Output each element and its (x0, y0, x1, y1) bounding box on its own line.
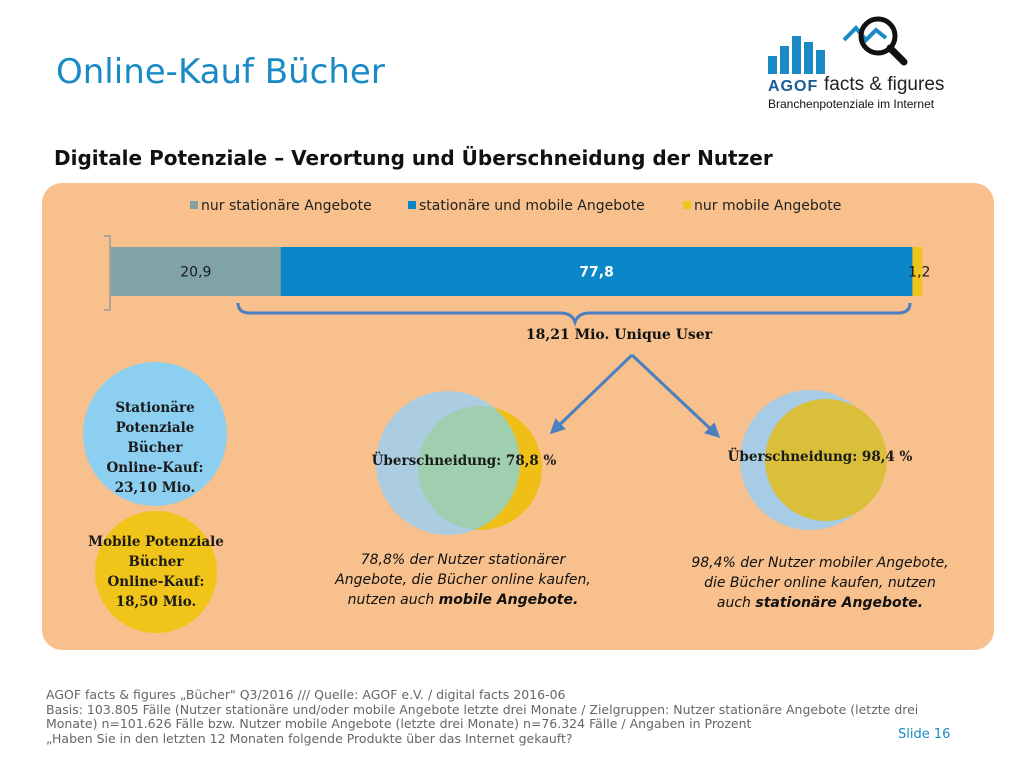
slide-number: Slide 16 (898, 727, 951, 742)
page-title: Online-Kauf Bücher (56, 52, 385, 92)
overlap-caption-left-bold: mobile Angebote. (438, 592, 579, 608)
logo-name: facts & figures (824, 74, 945, 95)
logo-brand: AGOF (768, 78, 819, 95)
overlap-caption-right (690, 553, 950, 613)
stacked-bar (111, 247, 930, 296)
legend-swatch-stationary (190, 201, 198, 209)
unique-user-bracket (238, 303, 910, 322)
overlap-caption-right-bold: stationäre Angebote. (755, 595, 924, 611)
legend-swatch-both (408, 201, 416, 209)
mobile-potential-line-3: Online-Kauf: (107, 574, 205, 590)
overlap-caption-left-text: 78,8% der Nutzer stationärer Angebote, die Bücher online kaufen, nutzen auch (335, 552, 591, 608)
overlap-label-left: Überschneidung: 78,8 % (371, 453, 557, 469)
mobile-potential-label (76, 532, 236, 612)
bar-value-label-3: 1,2 (908, 264, 931, 281)
stationary-potential-line-4: 23,10 Mio. (114, 480, 196, 496)
overlap-caption-right-text: 98,4% der Nutzer mobiler Angebote, die Bücher online kaufen, nutzen auch (691, 555, 949, 611)
bar-value-label-1: 20,9 (180, 264, 212, 281)
arrow-left (552, 355, 632, 432)
arrow-right (632, 355, 718, 436)
footer-line-1: AGOF facts & figures „Bücher" Q3/2016 /// Quelle: AGOF e.V. / digital facts 2016-06 (46, 687, 566, 702)
overlap-label-right: Überschneidung: 98,4 % (727, 449, 913, 465)
logo-tagline: Branchenpotenziale im Internet (768, 97, 935, 111)
legend-label-stationary: nur stationäre Angebote (201, 198, 372, 214)
stationary-potential-label (75, 398, 235, 498)
stationary-potential-line-3: Online-Kauf: (106, 460, 204, 476)
legend-label-mobile: nur mobile Angebote (694, 198, 842, 214)
legend-swatch-mobile (683, 201, 691, 209)
stationary-potential-line-1: Stationäre Potenziale (115, 400, 195, 436)
chart-axis (104, 236, 110, 310)
legend-label-both: stationäre und mobile Angebote (419, 198, 645, 214)
mobile-potential-line-2: Bücher (128, 554, 184, 570)
overlap-caption-left (330, 550, 596, 610)
mobile-potential-line-4: 18,50 Mio. (115, 594, 197, 610)
bar-value-label-2: 77,8 (579, 264, 614, 281)
mobile-potential-line-1: Mobile Potenziale (88, 534, 224, 550)
chart-subtitle: Digitale Potenziale – Verortung und Überschneidung der Nutzer (54, 146, 773, 170)
footer-line-2: Basis: 103.805 Fälle (Nutzer stationäre und/oder mobile Angebote letzte drei Monate / Zielgruppen: Nutzer stationäre Angebote (letzte drei Monate) n=101.626 Fälle bzw. Nutzer mobile Angebote (letzte drei Monate) n=76.324 Fälle / Angaben in Prozent (46, 701, 919, 731)
chart-legend (190, 198, 841, 214)
unique-user-label: 18,21 Mio. Unique User (525, 327, 713, 343)
stationary-potential-line-2: Bücher (127, 440, 183, 456)
footer-source (46, 688, 966, 746)
footer-line-3: „Haben Sie in den letzten 12 Monaten folgende Produkte über das Internet gekauft? (46, 730, 573, 746)
